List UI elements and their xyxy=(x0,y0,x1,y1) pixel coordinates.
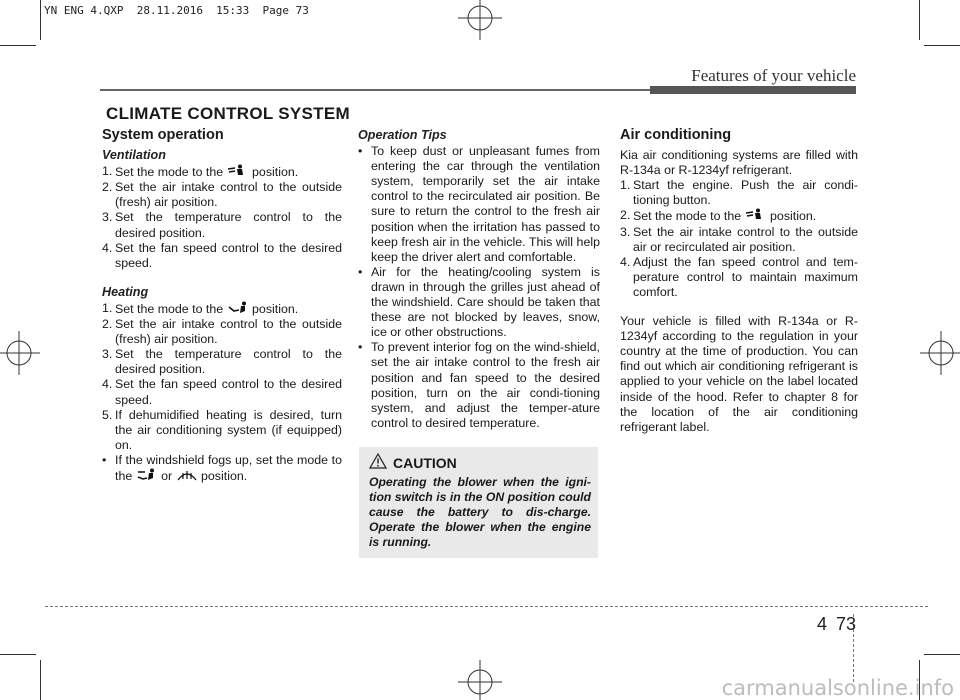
registration-mark-right xyxy=(918,328,960,378)
page-title: CLIMATE CONTROL SYSTEM xyxy=(106,104,350,123)
bullet-item: • If the windshield fogs up, set the mode to the or position. xyxy=(102,452,342,483)
vent-mode-icon xyxy=(745,208,767,222)
bullet-item: • Air for the heating/cooling system is drawn in through the grilles just ahead of the windshield. Care should be taken that these are not blocked by leaves, snow, ice or other obstructions. xyxy=(358,264,600,340)
column-system-operation xyxy=(102,128,342,484)
body-paragraph: Your vehicle is filled with R-134a or R-1234yf according to the regulation in your country at the time of production. You can find out which air conditioning refrigerant is applied to your vehicle on the label located inside of the hood. Refer to chapter 8 for the location of the air conditioning refrigerant label. xyxy=(620,314,858,434)
header-rule xyxy=(100,89,650,91)
crop-mark-bottom-left-h xyxy=(0,654,36,655)
warning-triangle-icon xyxy=(369,453,387,469)
list-item: 2. Set the air intake control to the outside (fresh) air position. xyxy=(102,180,342,210)
heading-system-operation: System operation xyxy=(102,127,224,143)
subheading-heating: Heating xyxy=(102,284,149,299)
list-item: 3. Set the temperature control to the desired position. xyxy=(102,347,342,377)
crop-mark-top-right-v xyxy=(919,0,920,40)
page-number-value: 73 xyxy=(835,614,856,634)
list-item: 3. Set the air intake control to the outside air or recirculated air position. xyxy=(620,224,858,254)
bullet-item: • To keep dust or unpleasant fumes from entering the car through the ventilation system, temporarily set the air intake control to the recirculated air position. Be sure to return the control to the fresh air position when the irritation has passed to keep fresh air in the vehicle. This will help keep the driver alert and comfortable. xyxy=(358,144,600,264)
subheading-ventilation: Ventilation xyxy=(102,148,166,163)
caution-text: Operating the blower when the igni-tion switch is in the ON position could cause the battery to dis-charge. Operate the blower when the engine is running. xyxy=(369,475,591,549)
crop-mark-top-left-h xyxy=(0,45,36,46)
column-air-conditioning xyxy=(620,128,858,435)
chapter-number: 4 xyxy=(816,614,827,634)
footer-rule xyxy=(45,606,928,607)
caution-label: CAUTION xyxy=(393,455,457,471)
page-number xyxy=(817,614,856,635)
registration-mark-bottom xyxy=(455,658,505,700)
list-item: 2. Set the mode to the position. xyxy=(620,208,817,224)
list-item: 3. Set the temperature control to the desired position. xyxy=(102,210,342,240)
header-rule-accent xyxy=(650,86,856,94)
crop-mark-bottom-left-v xyxy=(40,660,41,700)
section-label: Features of your vehicle xyxy=(691,66,856,85)
floor-defrost-mode-icon xyxy=(136,468,158,482)
column-operation-tips xyxy=(358,128,600,431)
vent-mode-icon xyxy=(227,164,249,178)
list-item: 4. Set the fan speed control to the desired speed. xyxy=(102,377,342,407)
intro-paragraph: Kia air conditioning systems are filled with R-134a or R-1234yf refrigerant. xyxy=(620,148,858,178)
list-item: 4. Set the fan speed control to the desired speed. xyxy=(102,240,342,270)
bullet-item: • To prevent interior fog on the wind-shield, set the air intake control to the fresh air position and fan speed to the desired position, turn on the air condi-tioning system, and adjust the temper-ature control to desired temperature. xyxy=(358,340,600,430)
list-item: 1. Start the engine. Push the air condi-tioning button. xyxy=(620,178,858,208)
list-item: 4. Adjust the fan speed control and tem-perature control to maintain maximum comfort. xyxy=(620,254,858,299)
registration-mark-top xyxy=(455,0,505,42)
list-item: 5. If dehumidified heating is desired, turn the air conditioning system (if equipped) on. xyxy=(102,407,342,452)
list-item: 1. Set the mode to the position. xyxy=(102,164,299,180)
list-item: 1. Set the mode to the position. xyxy=(102,300,299,316)
list-item: 2. Set the air intake control to the outside (fresh) air position. xyxy=(102,317,342,347)
crop-mark-top-right-h xyxy=(924,45,960,46)
defrost-icon xyxy=(176,468,198,482)
crop-mark-top-left-v xyxy=(40,0,41,40)
floor-mode-icon xyxy=(227,301,249,315)
heading-air-conditioning: Air conditioning xyxy=(620,127,732,143)
crop-mark-bottom-right-h xyxy=(924,654,960,655)
registration-mark-left xyxy=(0,328,42,378)
print-info: YN ENG 4.QXP 28.11.2016 15:33 Page 73 xyxy=(44,4,309,17)
subheading-operation-tips: Operation Tips xyxy=(358,128,447,142)
watermark: carmanualsonline.info xyxy=(721,676,954,700)
